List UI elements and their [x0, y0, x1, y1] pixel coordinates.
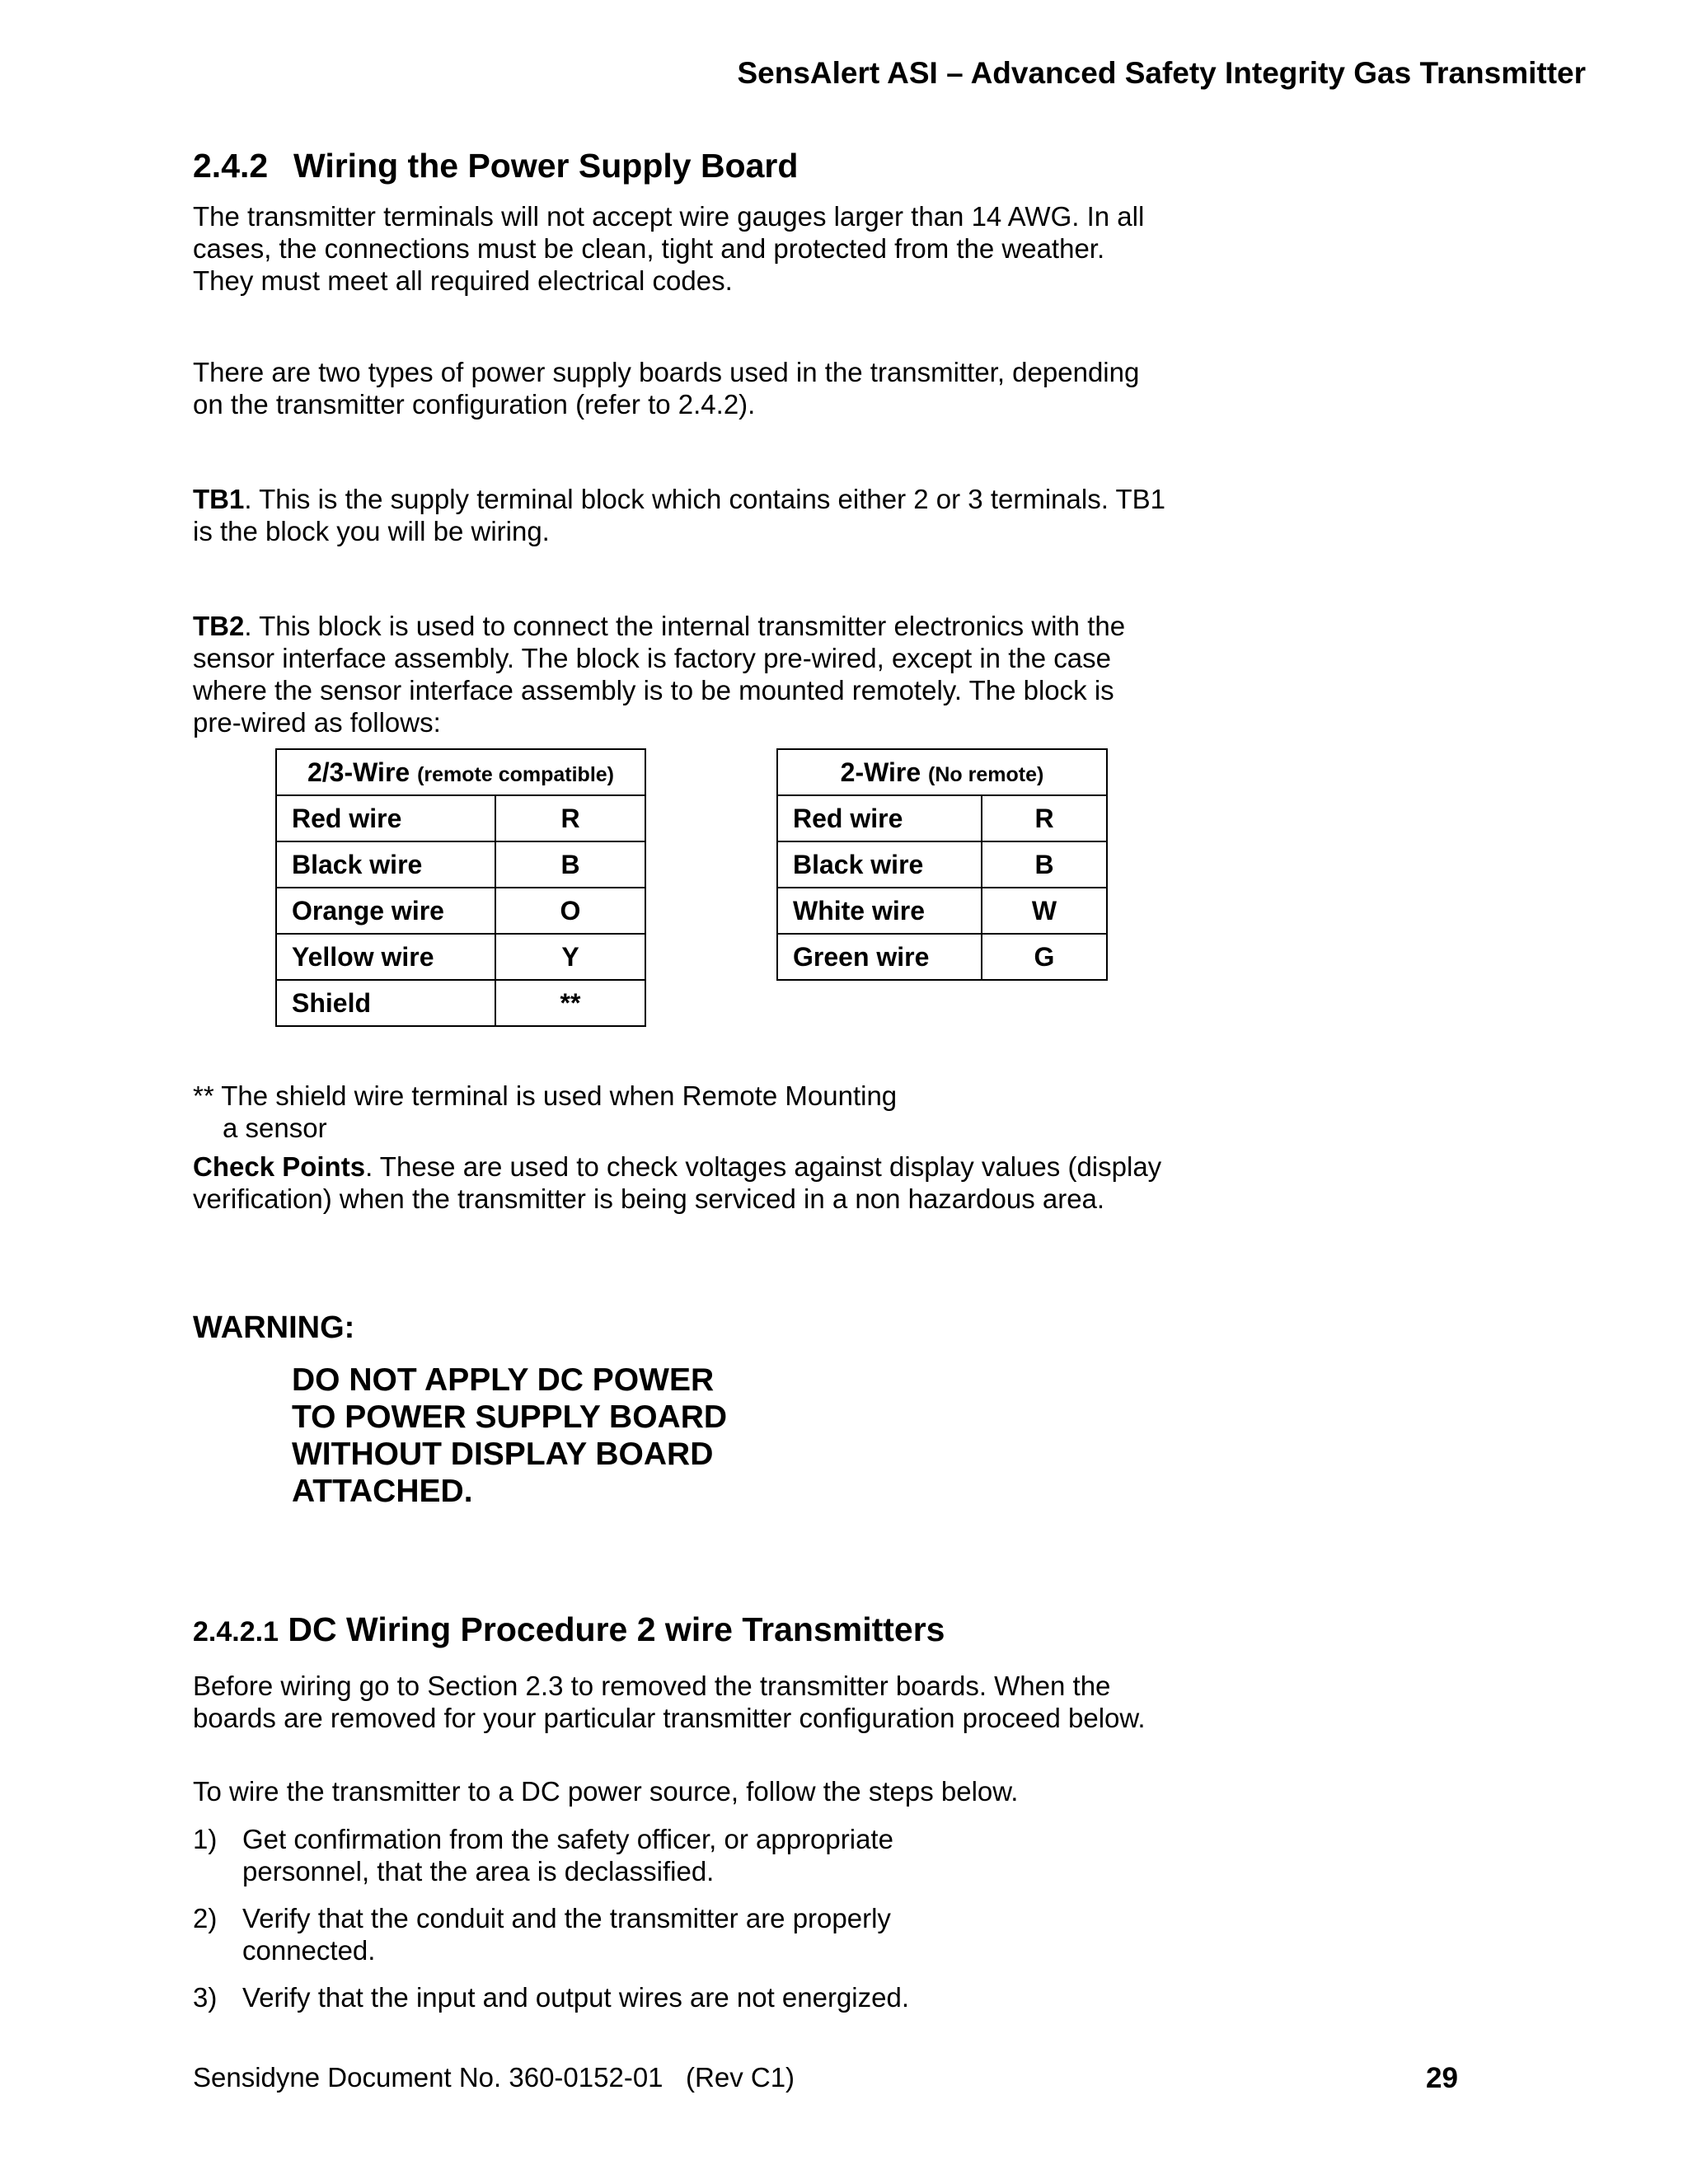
- shield-footnote: [193, 1080, 897, 1144]
- tb1-text: . This is the supply terminal block which contains either 2 or 3 terminals. TB1 is the block you will be wiring.: [193, 484, 1165, 546]
- tb1-label: TB1: [193, 484, 245, 514]
- intro-paragraph: The transmitter terminals will not accept wire gauges larger than 14 AWG. In all cases, the connections must be clean, tight and protected from the weather. They must meet all required electrical codes.: [193, 201, 1145, 296]
- warning-line: DO NOT APPLY DC POWER: [292, 1362, 715, 1398]
- step-number: 3): [193, 1982, 218, 2013]
- table-row: [777, 888, 1107, 934]
- wire-cell: Orange wire: [276, 888, 495, 934]
- warning-label: WARNING:: [193, 1310, 355, 1345]
- wire-cell: Black wire: [276, 841, 495, 888]
- page-header-title: SensAlert ASI – Advanced Safety Integrity Gas Transmitter: [737, 56, 1586, 90]
- warning-line: TO POWER SUPPLY BOARD: [292, 1399, 728, 1435]
- wire-cell: Green wire: [777, 934, 982, 980]
- wiring-table-2-3-wire: [275, 748, 646, 1027]
- page-number: 29: [1426, 2062, 1458, 2094]
- code-cell: W: [982, 888, 1107, 934]
- code-cell: Y: [495, 934, 645, 980]
- table-header-note: (No remote): [928, 762, 1044, 786]
- tb2-text: . This block is used to connect the internal transmitter electronics with the sensor interface assembly. The block is factory pre-wired, except in the case where the sensor interface assembly is to be mounted remotely. The block is pre-wired as follows:: [193, 611, 1126, 738]
- step-number: 1): [193, 1824, 218, 1854]
- table-row: [276, 795, 645, 841]
- step-text: Verify that the conduit and the transmitter are properly connected.: [242, 1903, 891, 1966]
- subsection-number: 2.4.2.1: [193, 1616, 279, 1647]
- list-item: [193, 1981, 1017, 2013]
- section-number: 2.4.2: [193, 147, 269, 185]
- step-text: Verify that the input and output wires are not energized.: [242, 1982, 910, 2013]
- section-heading: [193, 147, 798, 185]
- code-cell: B: [982, 841, 1107, 888]
- subsection-title: DC Wiring Procedure 2 wire Transmitters: [288, 1610, 945, 1648]
- step-number: 2): [193, 1903, 218, 1933]
- tb2-label: TB2: [193, 611, 245, 641]
- code-cell: O: [495, 888, 645, 934]
- before-wiring-paragraph: Before wiring go to Section 2.3 to removed the transmitter boards. When the boards are removed for your particular transmitter configuration proceed below.: [193, 1671, 1146, 1733]
- section-title: Wiring the Power Supply Board: [293, 147, 799, 185]
- check-points-text: . These are used to check voltages against display values (display verification) when the transmitter is being serviced in a non hazardous area.: [193, 1151, 1162, 1214]
- table-header-main: 2-Wire: [840, 757, 921, 787]
- table-header-main: 2/3-Wire: [307, 757, 410, 787]
- tb1-paragraph: [193, 483, 1165, 547]
- check-points-label: Check Points: [193, 1151, 366, 1182]
- step-text: Get confirmation from the safety officer, or appropriate personnel, that the area is declassified.: [242, 1824, 893, 1886]
- warning-message: [292, 1361, 727, 1510]
- wire-cell: Shield: [276, 980, 495, 1026]
- code-cell: B: [495, 841, 645, 888]
- table-header-row: [276, 749, 645, 795]
- table-header: [276, 749, 645, 795]
- wire-cell: Red wire: [276, 795, 495, 841]
- warning-line: WITHOUT DISPLAY BOARD: [292, 1436, 714, 1472]
- list-item: [193, 1902, 1017, 1966]
- wire-cell: Yellow wire: [276, 934, 495, 980]
- table-row: [777, 934, 1107, 980]
- table-row: [777, 841, 1107, 888]
- table-row: [276, 934, 645, 980]
- footnote-line-1: ** The shield wire terminal is used when Remote Mounting: [193, 1080, 898, 1111]
- tb2-paragraph: [193, 610, 1165, 738]
- wire-cell: Black wire: [777, 841, 982, 888]
- table-header-note: (remote compatible): [417, 762, 615, 786]
- footer-document-number: Sensidyne Document No. 360-0152-01 (Rev C1): [193, 2062, 795, 2093]
- warning-line: ATTACHED.: [292, 1474, 473, 1509]
- table-row: [276, 841, 645, 888]
- table-row: [276, 980, 645, 1026]
- code-cell: G: [982, 934, 1107, 980]
- wire-cell: White wire: [777, 888, 982, 934]
- table-row: [777, 795, 1107, 841]
- code-cell: R: [495, 795, 645, 841]
- board-types-paragraph: There are two types of power supply boards used in the transmitter, depending on the transmitter configuration (refer to 2.4.2).: [193, 357, 1140, 419]
- subsection-heading: [193, 1610, 945, 1649]
- table-row: [276, 888, 645, 934]
- table-header: [777, 749, 1107, 795]
- wire-cell: Red wire: [777, 795, 982, 841]
- dc-intro-paragraph: To wire the transmitter to a DC power source, follow the steps below.: [193, 1776, 1019, 1807]
- code-cell: R: [982, 795, 1107, 841]
- code-cell: **: [495, 980, 645, 1026]
- check-points-paragraph: [193, 1151, 1165, 1215]
- footnote-line-2: a sensor: [223, 1113, 327, 1143]
- list-item: [193, 1823, 1017, 1887]
- table-header-row: [777, 749, 1107, 795]
- wiring-table-2-wire: [776, 748, 1108, 981]
